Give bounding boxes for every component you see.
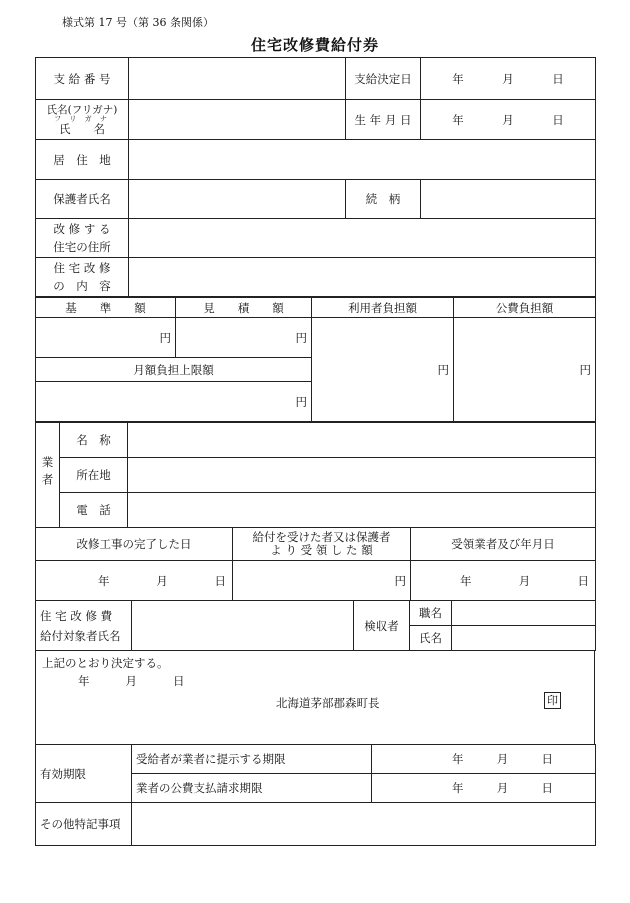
claim-limit-label: 業者の公費支払請求期限 <box>132 774 372 803</box>
other-notes-label: その他特記事項 <box>36 803 132 846</box>
payment-decision-date-field[interactable] <box>421 58 596 100</box>
decision-text: 上記のとおり決定する。 <box>42 656 169 670</box>
other-notes-field[interactable] <box>132 803 596 846</box>
day-unit: 日 <box>577 573 589 588</box>
received-label-line2: よ り 受 領 し た 額 <box>270 543 373 557</box>
decision-date <box>78 673 185 689</box>
contractor-name-label: 名 称 <box>60 423 128 458</box>
residence-field[interactable] <box>129 140 596 180</box>
validity-table <box>35 744 596 846</box>
amounts-table <box>35 297 596 422</box>
received-amount-label <box>233 528 411 561</box>
claim-limit-field[interactable] <box>372 774 596 803</box>
present-limit-field[interactable] <box>372 745 596 774</box>
day-unit: 日 <box>541 781 553 795</box>
decision-box <box>35 650 595 745</box>
contractor-location-field[interactable] <box>128 458 596 493</box>
year-unit: 年 <box>452 781 464 795</box>
day-unit: 日 <box>541 752 553 766</box>
recipient-name-field[interactable] <box>132 601 354 651</box>
guardian-label: 保護者氏名 <box>36 180 129 219</box>
standard-amount-label: 基 準 額 <box>36 298 176 318</box>
year-unit: 年 <box>452 752 464 766</box>
contractor-name-field[interactable] <box>128 423 596 458</box>
month-unit: 月 <box>496 752 509 766</box>
yen-unit: 円 <box>295 394 307 409</box>
inspector-label: 検収者 <box>354 601 410 651</box>
relation-label: 続 柄 <box>346 180 421 219</box>
contractor-table <box>35 422 596 528</box>
birth-date-field[interactable] <box>421 100 596 140</box>
recipient-label-line2: 給付対象者氏名 <box>40 628 121 643</box>
yen-unit: 円 <box>159 330 171 345</box>
monthly-limit-label: 月額負担上限額 <box>36 358 312 382</box>
guardian-field[interactable] <box>129 180 346 219</box>
standard-amount-field[interactable] <box>36 318 176 358</box>
year-unit: 年 <box>452 112 464 127</box>
content-field[interactable] <box>129 258 596 297</box>
receiver-label: 受領業者及び年月日 <box>411 528 596 561</box>
month-unit: 月 <box>502 71 514 86</box>
year-unit: 年 <box>98 573 110 588</box>
name-label-cell <box>36 100 129 140</box>
name-field[interactable] <box>129 100 346 140</box>
monthly-limit-field[interactable] <box>36 382 312 422</box>
address-label-line1: 改 修 す る <box>53 222 111 236</box>
user-burden-label: 利用者負担額 <box>312 298 454 318</box>
name-furigana: フ リ ガ ナ <box>54 115 110 123</box>
received-label-line1: 給付を受けた者又は保護者 <box>252 530 391 544</box>
basic-info-table <box>35 57 596 297</box>
month-unit: 月 <box>125 674 137 688</box>
day-unit: 日 <box>214 573 226 588</box>
completion-table <box>35 527 596 601</box>
present-limit-label: 受給者が業者に提示する期限 <box>132 745 372 774</box>
estimate-amount-label: 見 積 額 <box>176 298 312 318</box>
payment-number-label: 支 給 番 号 <box>36 58 129 100</box>
yen-unit: 円 <box>579 362 591 377</box>
contractor-location-label: 所在地 <box>60 458 128 493</box>
estimate-amount-field[interactable] <box>176 318 312 358</box>
user-burden-field[interactable] <box>312 318 454 422</box>
recipient-label-line1: 住 宅 改 修 費 <box>40 608 113 623</box>
residence-label: 居 住 地 <box>36 140 129 180</box>
person-name-label: 氏名 <box>410 626 452 651</box>
validity-label: 有効期限 <box>36 745 132 803</box>
yen-unit: 円 <box>394 573 406 588</box>
issuer-name: 北海道茅部郡森町長 <box>276 696 380 710</box>
payment-decision-date-label: 支給決定日 <box>346 58 421 100</box>
address-label-line2: 住宅の住所 <box>53 240 111 254</box>
day-unit: 日 <box>552 112 564 127</box>
public-burden-label: 公費負担額 <box>454 298 596 318</box>
month-unit: 月 <box>502 112 514 127</box>
content-label-cell <box>36 258 129 297</box>
day-unit: 日 <box>552 71 564 86</box>
payment-number-field[interactable] <box>129 58 346 100</box>
month-unit: 月 <box>496 781 509 795</box>
month-unit: 月 <box>156 573 168 588</box>
day-unit: 日 <box>173 674 185 688</box>
name-kana-label: 氏名(フリガナ) <box>46 104 118 116</box>
contractor-phone-field[interactable] <box>128 493 596 528</box>
year-unit: 年 <box>460 573 472 588</box>
yen-unit: 円 <box>437 362 449 377</box>
contractor-phone-label: 電 話 <box>60 493 128 528</box>
yen-unit: 円 <box>295 330 307 345</box>
seal-mark <box>544 692 561 709</box>
year-unit: 年 <box>452 71 464 86</box>
form-number: 様式第 17 号（第 36 条関係） <box>62 16 214 29</box>
position-label: 職名 <box>410 601 452 626</box>
person-name-field[interactable] <box>452 626 596 651</box>
recipient-table <box>35 600 596 651</box>
position-field[interactable] <box>452 601 596 626</box>
content-label-line2: の 内 容 <box>53 279 111 293</box>
address-label-cell <box>36 219 129 258</box>
contractor-group-label: 業者 <box>36 423 60 528</box>
page-title: 住宅改修費給付券 <box>250 36 379 54</box>
birth-date-label: 生 年 月 日 <box>346 100 421 140</box>
month-unit: 月 <box>518 573 531 588</box>
relation-field[interactable] <box>421 180 596 219</box>
received-amount-field[interactable] <box>233 561 411 601</box>
seal-label: 印 <box>544 692 561 709</box>
receiver-date-field[interactable] <box>411 561 596 601</box>
completed-date-label: 改修工事の完了した日 <box>36 528 233 561</box>
public-burden-field[interactable] <box>454 318 596 422</box>
content-label-line1: 住 宅 改 修 <box>53 261 111 275</box>
address-field[interactable] <box>129 219 596 258</box>
year-unit: 年 <box>78 674 90 688</box>
completed-date-field[interactable] <box>36 561 233 601</box>
recipient-label-cell <box>36 601 132 651</box>
name-label: 氏 名 <box>59 122 105 136</box>
